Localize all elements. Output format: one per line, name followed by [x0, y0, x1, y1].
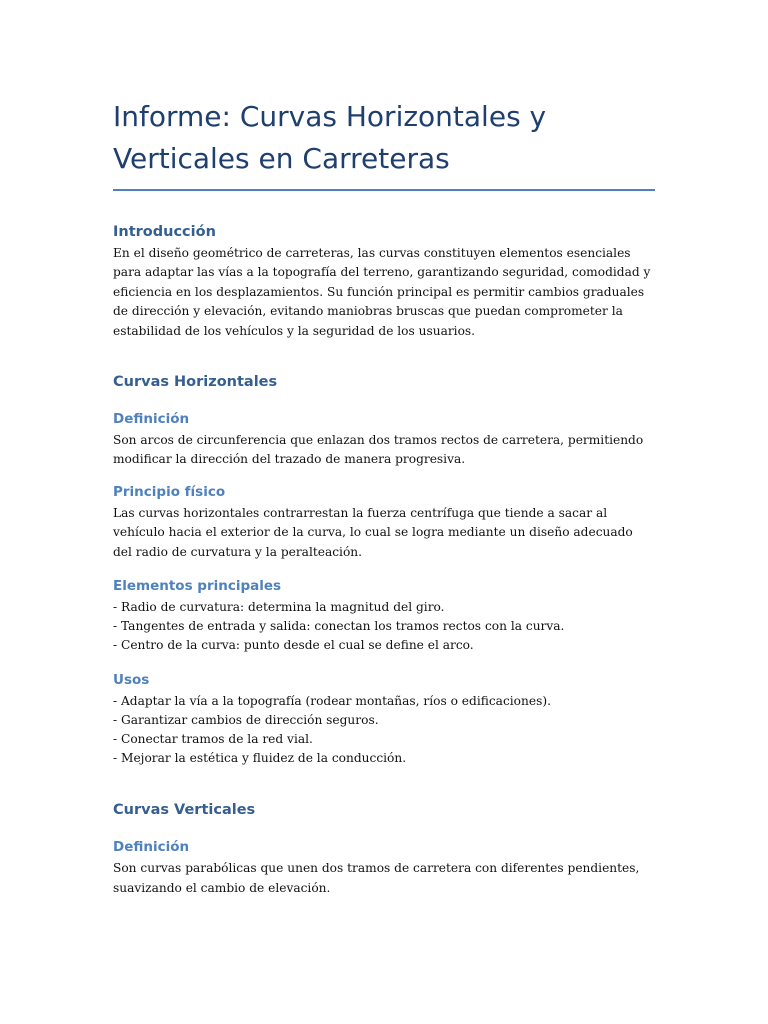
title-underline	[113, 189, 655, 191]
intro-heading: Introducción	[113, 224, 216, 240]
document-page	[113, 96, 655, 898]
list-item: - Adaptar la vía a la topografía (rodear montañas, ríos o edificaciones).	[113, 693, 551, 708]
vertical-definition-heading: Definición	[113, 839, 190, 856]
list-item: - Radio de curvatura: determina la magnitud del giro.	[113, 600, 445, 615]
document-title	[113, 96, 655, 180]
uses-heading: Usos	[113, 671, 150, 688]
list-item: - Mejorar la estética y fluidez de la conducción.	[113, 751, 407, 766]
list-item: - Conectar tramos de la red vial.	[113, 732, 313, 747]
main-elements-list	[113, 598, 655, 656]
list-item: - Tangentes de entrada y salida: conectan los tramos rectos con la curva.	[113, 619, 565, 634]
horizontal-definition-paragraph: Son arcos de circunferencia que enlazan dos tramos rectos de carretera, permitiendo modificar la dirección del trazado de manera progresiva.	[113, 433, 644, 467]
uses-list	[113, 692, 655, 769]
vertical-curves-heading: Curvas Verticales	[113, 802, 256, 819]
physical-principle-heading: Principio físico	[113, 483, 226, 500]
intro-paragraph: En el diseño geométrico de carreteras, las curvas constituyen elementos esenciales para adaptar las vías a la topografía del terreno, garantizando seguridad, comodidad y eficiencia en los desplazamientos. Su función principal es permitir cambios graduales de dirección y elevación, evitando maniobras bruscas que puedan comprometer la estabilidad de los vehículos y la seguridad de los usuarios.	[113, 246, 651, 338]
list-item: - Garantizar cambios de dirección seguros.	[113, 712, 379, 727]
main-elements-heading: Elementos principales	[113, 578, 282, 595]
list-item: - Centro de la curva: punto desde el cual se define el arco.	[113, 638, 474, 653]
vertical-definition-paragraph: Son curvas parabólicas que unen dos tramos de carretera con diferentes pendientes, suavizando el cambio de elevación.	[113, 861, 640, 895]
horizontal-curves-heading: Curvas Horizontales	[113, 374, 278, 391]
document-title-line-1: Informe: Curvas Horizontales y	[113, 100, 547, 133]
physical-principle-paragraph: Las curvas horizontales contrarrestan la fuerza centrífuga que tiende a sacar al vehículo hacia el exterior de la curva, lo cual se logra mediante un diseño adecuado del radio de curvatura y la peralteación.	[113, 505, 633, 559]
document-title-line-2: Verticales en Carreteras	[113, 142, 450, 175]
horizontal-definition-heading: Definición	[113, 411, 190, 428]
